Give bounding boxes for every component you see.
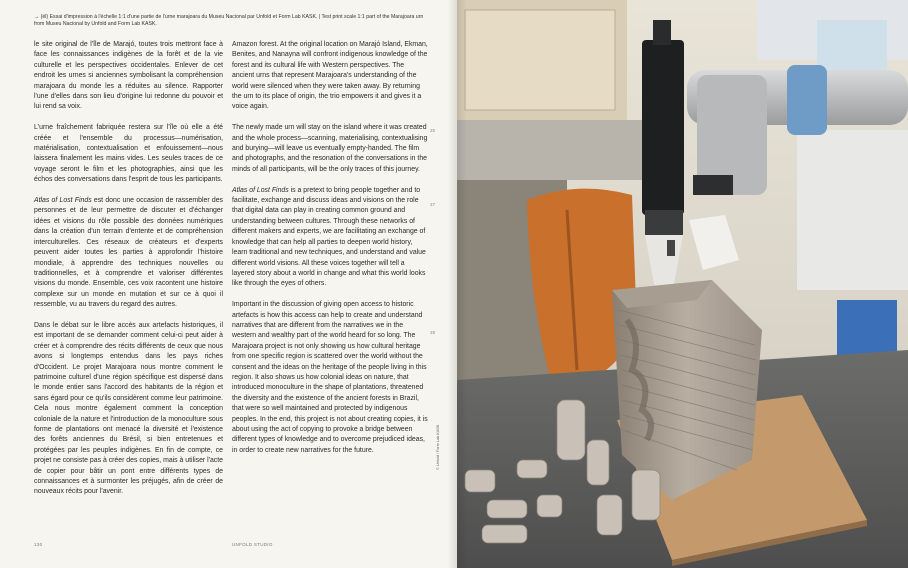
french-paragraph-4: Dans le débat sur le libre accès aux artefacts historiques, il est important de se demander comment celui-ci peut aider à créer et à comprendre des récits différents de ceux que nous avons si longtemps entendus dans les pays riches d'Occident. Le projet Marajoara nous montre comment le patrimoine culturel d'une région spécifique est dispersé dans le monde entier sans l'accord des habitants de la région et sans égard pour ce qu'ils considèrent comme leur patrimoine. Cela nous montre également comment la conception coloniale de la nature et l'introduction de la monoculture sous forme de plantations ont menacé la diversité et l'existence des forêts anciennes du Brésil, si bien entretenues et protégées par les peuples indigènes. En fin de compte, ce projet ne consiste pas à créer des copies, mais à utiliser l'acte de copier pour bâtir un pont entre différents types de connaissances et à surmonter les préjugés, afin de créer de nouveaux récits pour l'avenir. <box>34 321 223 496</box>
french-column <box>34 40 223 508</box>
english-paragraph-4: Important in the discussion of giving open access to historic artefacts is how this access can help to create and understand narratives that are different from the narratives we in the western and wealthy part of the world heard for so long. The Marajoara project is not only showing us how cultural heritage from one specific region is scattered over the world without the consent and the ideas on the heritage of the people living in this region. It also shows us how colonial ideas on nature, that introduced monoculture in the shape of plantations, threatened the diversity and the existence of the ancient forests in Brazil, that were so well maintained and protected by indigenous peoples. In the end, this project is not about creating copies, it is about using the act of copying to provoke a bridge between different types of knowledge and to overcome prejudiced ideas, in order to create new narratives for the future. <box>232 301 428 454</box>
photo-illustration <box>457 0 908 568</box>
english-paragraph-1: Amazon forest. At the original location on Marajó Island, Ekman, Benites, and Nanayna will confront indigenous knowledge of the forest and its cultural life with Western perspectives. The ancient urns that represent Marajoara's understanding of the world were silenced when they were taken away. By returning the urn to its place of origin, the trio empowers it and gives it a voice again. <box>232 41 428 111</box>
french-paragraph-2: L'urne fraîchement fabriquée restera sur l'île où elle a été créée et l'ensemble du processus—numérisation, matérialisation, contextualisation et enfouissement—nous laissera finalement les mains vides. Les seules traces de ce voyage seront le film et les photographies, ainsi que les échos des conversations dans l'esprit de tous les participants. <box>34 124 223 184</box>
english-column <box>232 40 428 467</box>
english-paragraph-3-text: is a pretext to bring people together and to facilitate, exchange and discuss ideas and visions on the role that digital data can play in creating common ground and understanding between cultures. Through these networks of different makers and experts, we are facilitating an exchange of knowledge that can help all parties to deepen world history, learn traditional and new techniques, and understand and value different world visions. All these voices together will tell a layered story about a world in change and what this world looks like through the eyes of others. <box>232 186 426 288</box>
english-title-italic: Atlas of Lost Finds <box>232 186 289 194</box>
french-paragraph-3-text: est donc une occasion de rassembler des personnes et de leur permettre de discuter et d'échanger idées et visions du rôle possible des données numériques dans la création d'un terrain d'entente et de compréhension interculturelles. Ces réseaux de créateurs et d'experts peuvent aider toutes les parties à approfondir l'histoire mondiale, à apprendre des techniques nouvelles ou traditionnelles, et à comprendre et valoriser différentes visions du monde. Ensemble, ces voix racontent une histoire complexe sur un monde en mutation et sur ce à quoi il ressemble, vu au travers du regard des autres. <box>34 197 223 309</box>
running-footer: UNFOLD STUDIO <box>232 542 273 547</box>
robot-arm-clay-print-photo <box>457 0 908 568</box>
margin-number-1: 25 <box>430 128 436 133</box>
french-paragraph-3 <box>34 196 223 310</box>
english-paragraph-2: The newly made urn will stay on the island where it was created and the whole process—scanning, materialising, contextualising and burying—will leave us eventually empty-handed. The film and photographs, and the resonation of the conversations in the minds of all participants, will be the only traces of this journey. <box>232 124 428 173</box>
page-number: 130 <box>34 542 43 547</box>
vertical-photo-credit: © Unfold / Form Lab KASK <box>436 424 440 470</box>
french-paragraph-1: le site original de l'île de Marajó, toutes trois mettront face à face les connaissances indigènes de la forêt et de la vie culturelle et les perspectives occidentales. Enlever de cet endroit les urnes si anciennes symbolisant la compréhension marajoara du monde les a réduites au silence. Rapporter l'une d'elles dans son lieu d'origine lui redonne du pouvoir et lui rend sa voix. <box>34 41 223 111</box>
english-paragraph-3 <box>232 186 428 290</box>
photo-caption: → (él) Essai d'impression à l'échelle 1:1 d'une partie de l'urne marajoara du Museu Nacional par Unfold et Form Lab KASK. | Test print scale 1:1 part of the Marajoara urn from Museu Nacional by Unfold and Form Lab KASK. <box>34 14 424 27</box>
french-title-italic: Atlas of Lost Finds <box>34 197 92 205</box>
margin-number-2: 27 <box>430 202 436 207</box>
margin-number-3: 28 <box>430 330 436 335</box>
